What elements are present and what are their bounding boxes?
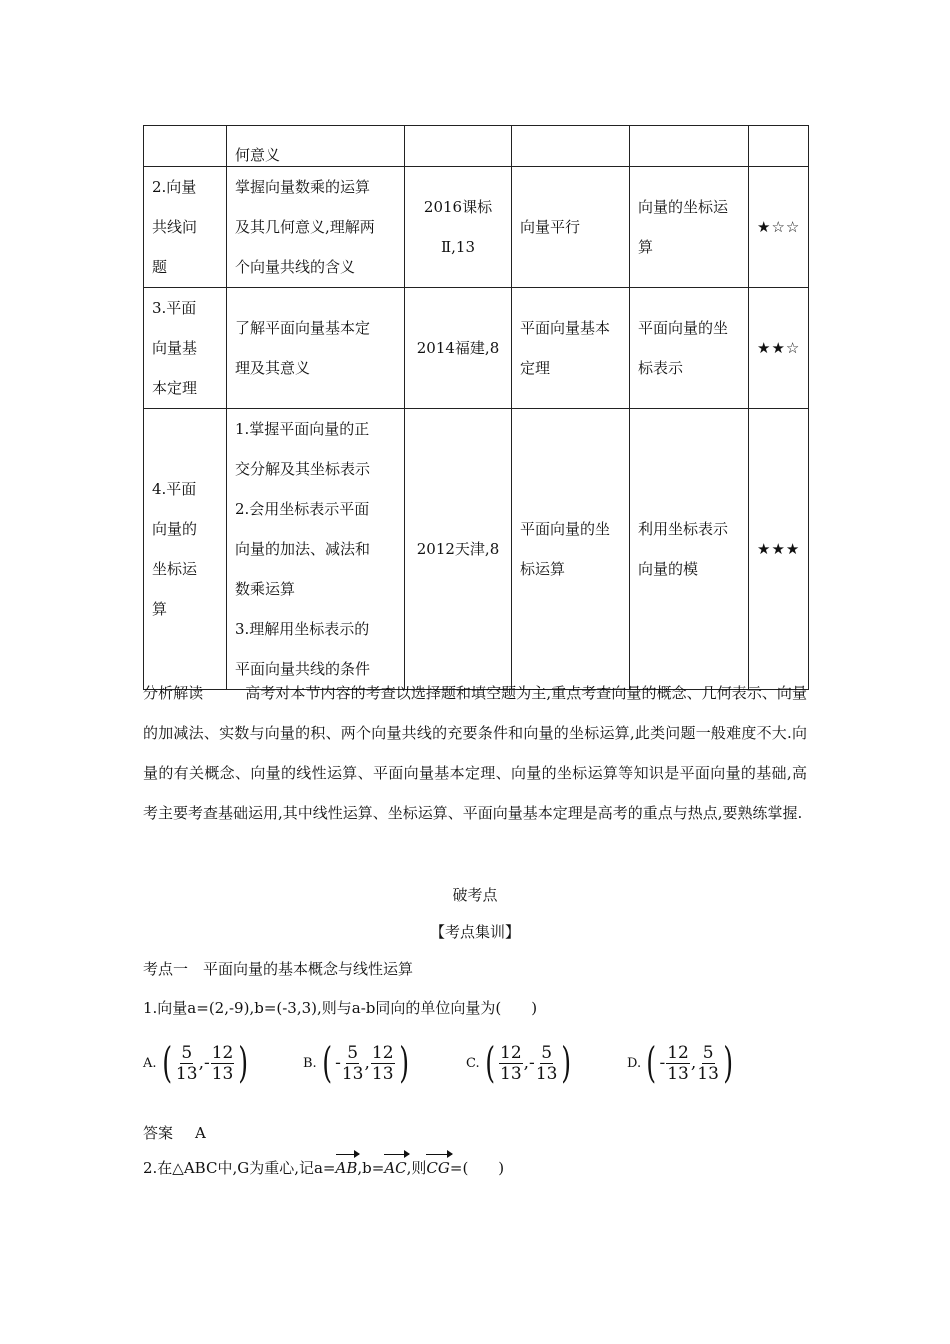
topic-heading: 考点一 平面向量的基本概念与线性运算 xyxy=(143,960,414,978)
analysis-label: 分析解读 xyxy=(143,684,204,702)
difficulty-stars: ★☆☆ xyxy=(749,167,809,288)
table-cell: 平面向量的坐 标表示 xyxy=(630,288,749,409)
option-a: A. ( $\frac{5}{13}$ ,- $\frac{12}{13}$ ) xyxy=(143,1038,249,1087)
answer-label: 答案 xyxy=(143,1124,174,1142)
table-cell: 2012天津,8 xyxy=(405,409,512,690)
table-row xyxy=(144,409,809,690)
option-c: C. ( $\frac{12}{13}$ ,- $\frac{5}{13}$ ) xyxy=(466,1038,572,1087)
table-cell: 向量平行 xyxy=(512,167,630,288)
vector-ac: AC xyxy=(384,1155,406,1181)
table-cell: 2.向量 共线问 题 xyxy=(144,167,227,288)
question-2-stem: 2.在△ABC中,G为重心,记a=AB,b=AC,则CG=( ) xyxy=(143,1155,504,1181)
table-cell: 何意义 xyxy=(227,126,405,167)
subsection-title: 【考点集训】 xyxy=(429,923,520,941)
table-cell: 2014福建,8 xyxy=(405,288,512,409)
table-cell: 1.掌握平面向量的正 交分解及其坐标表示 2.会用坐标表示平面 向量的加法、减法和 数乘运算 3.理解用坐标表示的 平面向量共线的条件 xyxy=(227,409,405,690)
table-cell: 利用坐标表示 向量的模 xyxy=(630,409,749,690)
difficulty-stars: ★★★ xyxy=(749,409,809,690)
question-1-stem: 1.向量a=(2,-9),b=(-3,3),则与a-b同向的单位向量为( ) xyxy=(143,999,538,1017)
table-cell xyxy=(512,126,630,167)
analysis-paragraph xyxy=(143,673,807,833)
vector-cg: CG xyxy=(426,1155,449,1181)
vector-ab: AB xyxy=(336,1155,358,1181)
table-cell: 4.平面 向量的 坐标运 算 xyxy=(144,409,227,690)
knowledge-table xyxy=(143,125,809,690)
table-row xyxy=(144,167,809,288)
table-row xyxy=(144,126,809,167)
table-cell xyxy=(405,126,512,167)
answer-value: A xyxy=(195,1124,206,1142)
table-cell: 掌握向量数乘的运算 及其几何意义,理解两 个向量共线的含义 xyxy=(227,167,405,288)
table-cell: 平面向量基本 定理 xyxy=(512,288,630,409)
option-d: D. ( - $\frac{12}{13}$ , $\frac{5}{13}$ ) xyxy=(627,1038,734,1087)
table-cell xyxy=(749,126,809,167)
table-cell xyxy=(630,126,749,167)
analysis-text: 高考对本节内容的考查以选择题和填空题为主,重点考查向量的概念、几何表示、向量的加减法、实数与向量的积、两个向量共线的充要条件和向量的坐标运算,此类问题一般难度不大.向量的有关概念、向量的线性运算、平面向量基本定理、向量的坐标运算等知识是平面向量的基础,高考主要考查基础运用,其中线性运算、坐标运算、平面向量基本定理是高考的重点与热点,要熟练掌握. xyxy=(143,684,807,822)
option-b: B. ( - $\frac{5}{13}$ , $\frac{12}{13}$ ) xyxy=(303,1038,409,1087)
table-cell: 2016课标 Ⅱ,13 xyxy=(405,167,512,288)
table-cell: 3.平面 向量基 本定理 xyxy=(144,288,227,409)
difficulty-stars: ★★☆ xyxy=(749,288,809,409)
table-cell: 平面向量的坐 标运算 xyxy=(512,409,630,690)
section-title: 破考点 xyxy=(452,886,498,904)
table-cell xyxy=(144,126,227,167)
answer-line xyxy=(143,1121,206,1145)
table-row xyxy=(144,288,809,409)
table-cell: 了解平面向量基本定 理及其意义 xyxy=(227,288,405,409)
table-cell: 向量的坐标运 算 xyxy=(630,167,749,288)
